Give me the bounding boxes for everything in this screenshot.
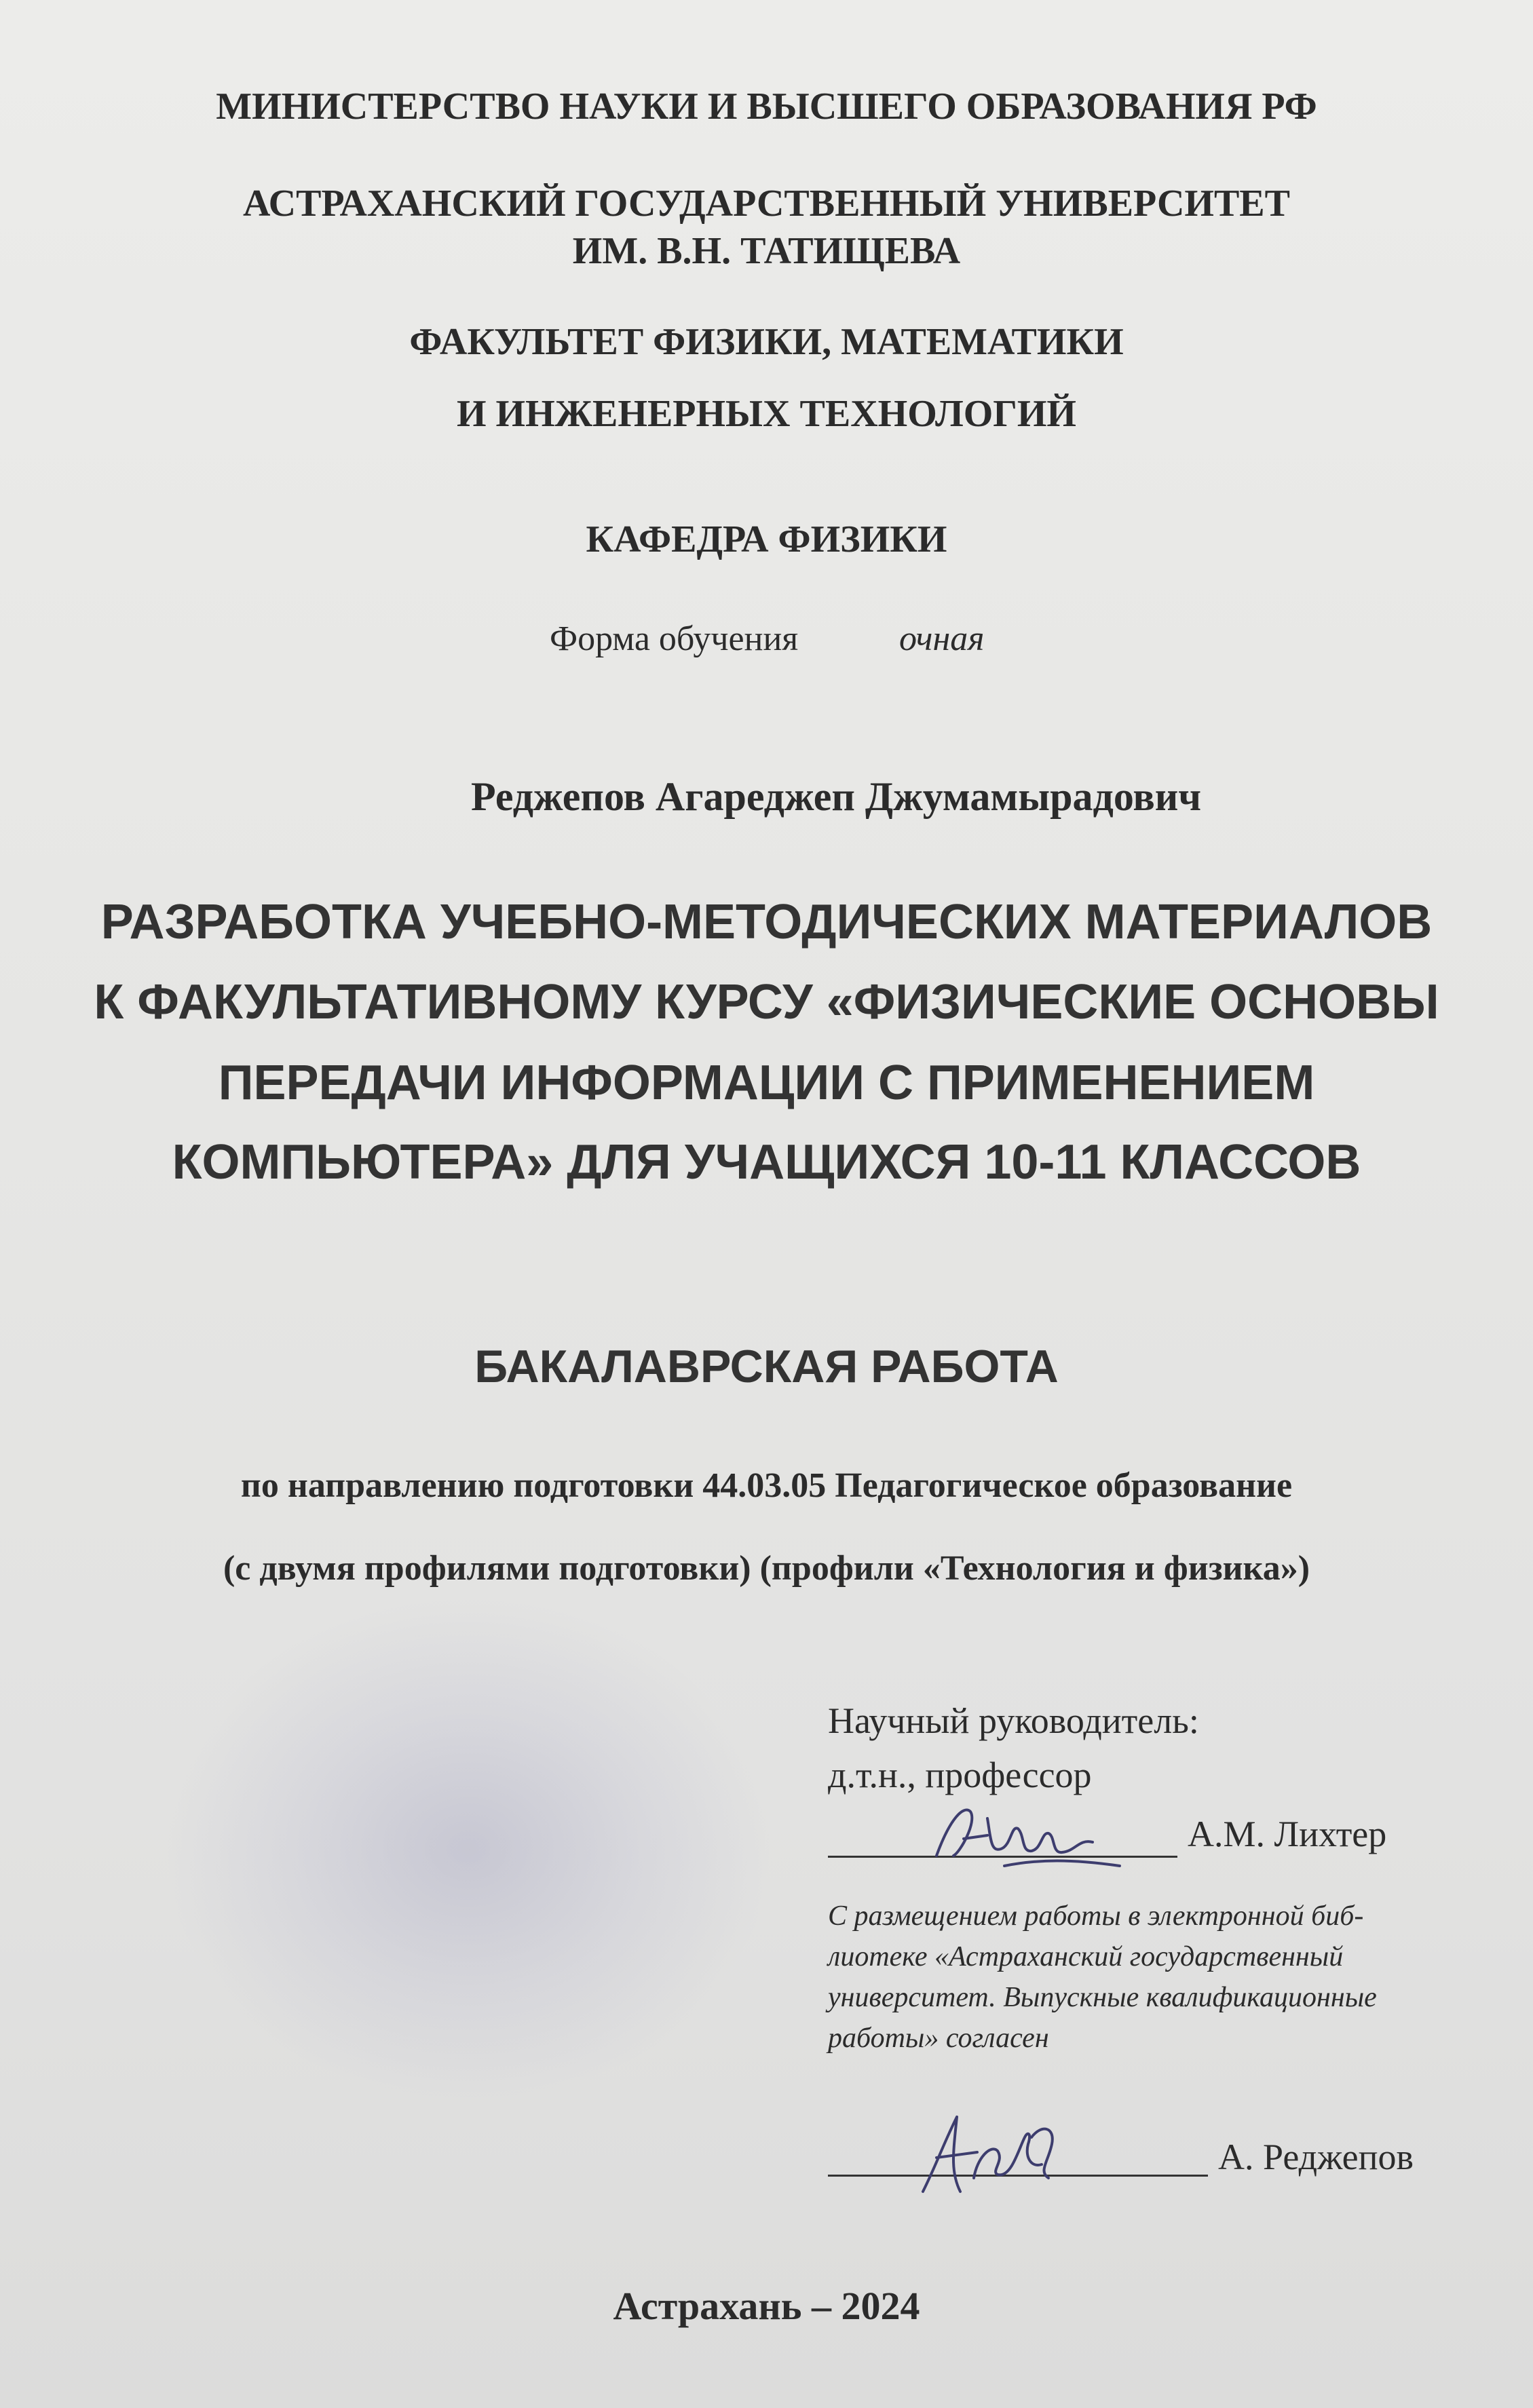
thesis-title-line4: КОМПЬЮТЕРА» ДЛЯ УЧАЩИХСЯ 10-11 КЛАССОВ: [172, 1135, 1361, 1189]
supervisor-signature: [923, 1791, 1140, 1886]
student-signature: [896, 2097, 1099, 2212]
thesis-title-line1: РАЗРАБОТКА УЧЕБНО-МЕТОДИЧЕСКИХ МАТЕРИАЛОВ: [100, 895, 1433, 949]
consent-text-line1: С размещением работы в электронной биб-: [828, 1900, 1364, 1932]
supervisor-label: Научный руководитель:: [828, 1700, 1199, 1741]
faculty-heading-line2: И ИНЖЕНЕРНЫХ ТЕХНОЛОГИЙ: [456, 393, 1076, 435]
study-form-value: очная: [899, 619, 985, 658]
thesis-title-line3: ПЕРЕДАЧИ ИНФОРМАЦИИ С ПРИМЕНЕНИЕМ: [218, 1056, 1315, 1110]
ministry-heading: МИНИСТЕРСТВО НАУКИ И ВЫСШЕГО ОБРАЗОВАНИЯ РФ: [216, 85, 1317, 128]
university-heading-line1: АСТРАХАНСКИЙ ГОСУДАРСТВЕННЫЙ УНИВЕРСИТЕТ: [242, 183, 1291, 225]
author-name: Реджепов Агареджеп Джумамырадович: [471, 774, 1202, 819]
direction-line2: (с двумя профилями подготовки) (профили «Технология и физика»): [223, 1549, 1310, 1588]
consent-text-line4: работы» согласен: [828, 2023, 1049, 2054]
work-type: БАКАЛАВРСКАЯ РАБОТА: [474, 1341, 1059, 1392]
consent-text-line3: университет. Выпускные квалификационные: [828, 1982, 1377, 2013]
shadow-overlay: [163, 1594, 774, 2103]
supervisor-degree: д.т.н., профессор: [828, 1755, 1092, 1795]
city-year-footer: Астрахань – 2024: [613, 2284, 920, 2328]
university-heading-line2: ИМ. В.Н. ТАТИЩЕВА: [572, 230, 961, 272]
direction-line1: по направлению подготовки 44.03.05 Педагогическое образование: [240, 1466, 1293, 1505]
faculty-heading-line1: ФАКУЛЬТЕТ ФИЗИКИ, МАТЕМАТИКИ: [409, 321, 1124, 363]
consent-text-line2: лиотеке «Астраханский государственный: [828, 1941, 1344, 1972]
thesis-title-line2: К ФАКУЛЬТАТИВНОМУ КУРСУ «ФИЗИЧЕСКИЕ ОСНОВЫ: [94, 975, 1439, 1029]
department-heading: КАФЕДРА ФИЗИКИ: [586, 518, 947, 560]
student-name: А. Реджепов: [1218, 2137, 1414, 2177]
study-form-label: Форма обучения: [550, 619, 799, 658]
supervisor-name: А.М. Лихтер: [1188, 1814, 1387, 1854]
